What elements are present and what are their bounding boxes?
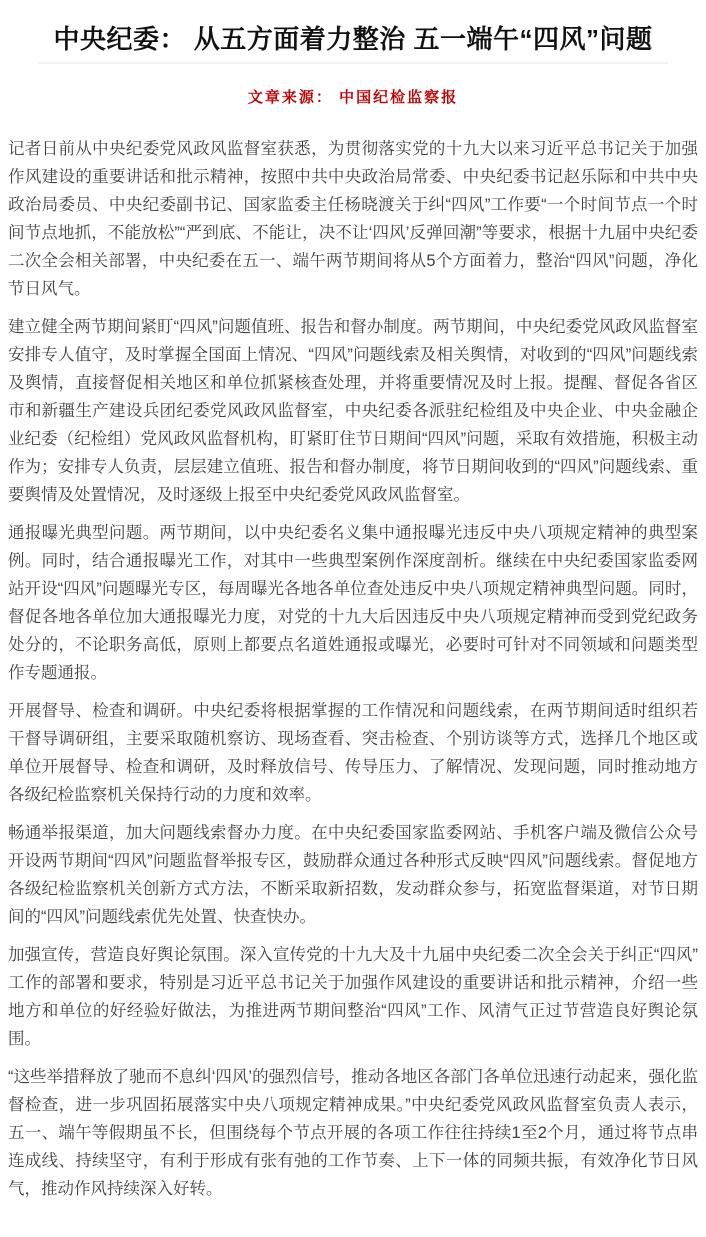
body-paragraph: 加强宣传，营造良好舆论氛围。深入宣传党的十九大及十九届中央纪委二次全会关于纠正“四风”工作的部署和要求，特别是习近平总书记关于加强作风建设的重要讲话和批示精神，介绍一些地方和单位的好经验好做法，为推进两节期间整治“四风”工作、风清气正过节营造良好舆论氛围。: [8, 946, 698, 1048]
title-underline: [38, 62, 668, 64]
article-body: [8, 135, 698, 1203]
article-source-line: 文章来源： 中国纪检监察报: [247, 89, 459, 106]
article-title: 中央纪委： 从五方面着力整治 五一端午“四风”问题: [53, 24, 653, 54]
body-paragraph: 畅通举报渠道，加大问题线索督办力度。在中央纪委国家监委网站、手机客户端及微信公众号开设两节期间“四风”问题监督举报专区，鼓励群众通过各种形式反映“四风”问题线索。督促地方各级纪检监察机关创新方式方法，不断采取新招数，发动群众参与，拓宽监督渠道，对节日期间的“四风”问题线索优先处置、快查快办。: [8, 824, 698, 926]
body-paragraph: 建立健全两节期间紧盯“四风”问题值班、报告和督办制度。两节期间，中央纪委党风政风监督室安排专人值守，及时掌握全国面上情况、“四风”问题线索及相关舆情，对收到的“四风”问题线索及舆情，直接督促相关地区和单位抓紧核查处理，并将重要情况及时上报。提醒、督促各省区市和新疆生产建设兵团纪委党风政风监督室，中央纪委各派驻纪检组及中央企业、中央金融企业纪委（纪检组）党风政风监督机构，盯紧盯住节日期间“四风”问题，采取有效措施，积极主动作为；安排专人负责，层层建立值班、报告和督办制度，将节日期间收到的“四风”问题线索、重要舆情及处置情况，及时逐级上报至中央纪委党风政风监督室。: [8, 318, 698, 504]
body-paragraph: “这些举措释放了驰而不息纠‘四风’的强烈信号，推动各地区各部门各单位迅速行动起来，强化监督检查，进一步巩固拓展落实中央八项规定精神成果。”中央纪委党风政风监督室负责人表示，五一、端午等假期虽不长，但围绕每个节点开展的各项工作往往持续1至2个月，通过将节点串连成线、持续坚守，有利于形成有张有弛的工作节奏、上下一体的同频共振，有效净化节日风气，推动作风持续深入好转。: [8, 1068, 698, 1198]
body-paragraph: 开展督导、检查和调研。中央纪委将根据掌握的工作情况和问题线索，在两节期间适时组织若干督导调研组，主要采取随机察访、现场查看、突击检查、个别访谈等方式，选择几个地区或单位开展督导、检查和调研，及时释放信号、传导压力、了解情况、发现问题，同时推动地方各级纪检监察机关保持行动的力度和效率。: [8, 702, 698, 804]
body-paragraph: 记者日前从中央纪委党风政风监督室获悉，为贯彻落实党的十九大以来习近平总书记关于加强作风建设的重要讲话和批示精神，按照中共中央政治局常委、中央纪委书记赵乐际和中共中央政治局委员、中央纪委副书记、国家监委主任杨晓渡关于纠“四风”工作要“一个时间节点一个时间节点地抓，不能放松”“严到底、不能让，决不让‘四风’反弹回潮”等要求，根据十九届中央纪委二次全会相关部署，中央纪委在五一、端午两节期间将从5个方面着力，整治“四风”问题，净化节日风气。: [8, 140, 698, 298]
body-paragraph: 通报曝光典型问题。两节期间，以中央纪委名义集中通报曝光违反中央八项规定精神的典型案例。同时，结合通报曝光工作，对其中一些典型案例作深度剖析。继续在中央纪委国家监委网站开设“四风”问题曝光专区，每周曝光各地各单位查处违反中央八项规定精神典型问题。同时，督促各地各单位加大通报曝光力度，对党的十九大后因违反中央八项规定精神而受到党纪政务处分的，不论职务高低，原则上都要点名道姓通报或曝光，必要时可针对不同领域和问题类型作专题通报。: [8, 524, 698, 682]
